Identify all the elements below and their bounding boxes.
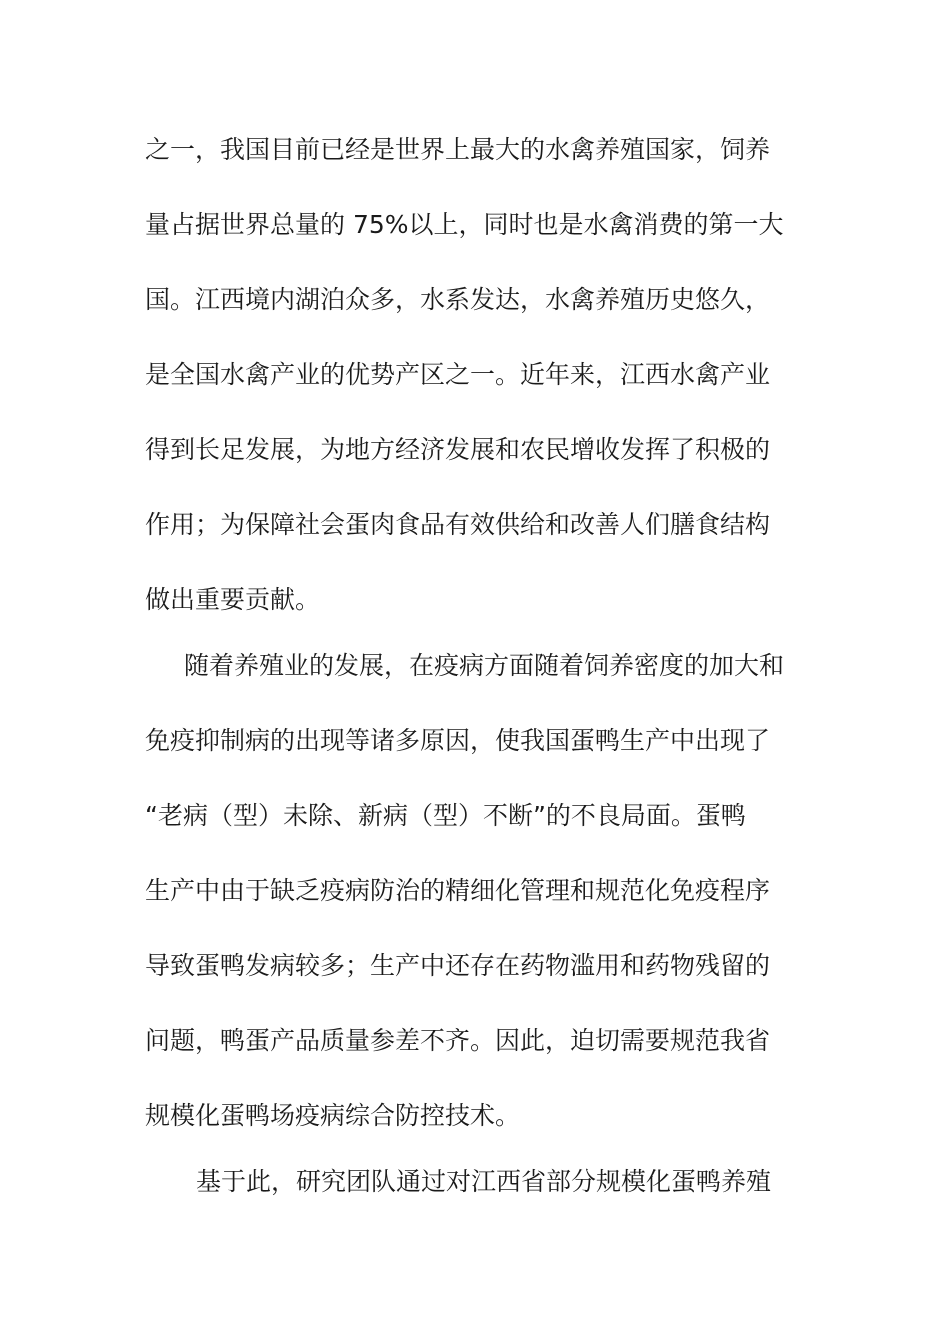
text-line: 之一，我国目前已经是世界上最大的水禽养殖国家，饲养 [145,135,771,164]
text-line: 做出重要贡献。 [145,585,321,614]
text-line: 国。江西境内湖泊众多，水系发达，水禽养殖历史悠久， [145,285,771,314]
text-line: 规模化蛋鸭场疫病综合防控技术。 [145,1101,521,1130]
text-line: “老病（型）未除、新病（型）不断”的不良局面。蛋鸭 [145,801,746,830]
text-line: 免疫抑制病的出现等诸多原因，使我国蛋鸭生产中出现了 [145,726,771,755]
text-line: 基于此，研究团队通过对江西省部分规模化蛋鸭养殖 [196,1167,772,1196]
text-line: 量占据世界总量的 75%以上，同时也是水禽消费的第一大 [145,210,784,239]
text-line: 导致蛋鸭发病较多；生产中还存在药物滥用和药物残留的 [145,951,771,980]
text-line: 随着养殖业的发展，在疫病方面随着饲养密度的加大和 [184,651,785,680]
text-line: 是全国水禽产业的优势产区之一。近年来，江西水禽产业 [145,360,771,389]
text-line: 得到长足发展，为地方经济发展和农民增收发挥了积极的 [145,435,771,464]
text-line: 生产中由于缺乏疫病防治的精细化管理和规范化免疫程序 [145,876,771,905]
text-line: 作用；为保障社会蛋肉食品有效供给和改善人们膳食结构 [145,510,771,539]
text-line: 问题，鸭蛋产品质量参差不齐。因此，迫切需要规范我省 [145,1026,771,1055]
